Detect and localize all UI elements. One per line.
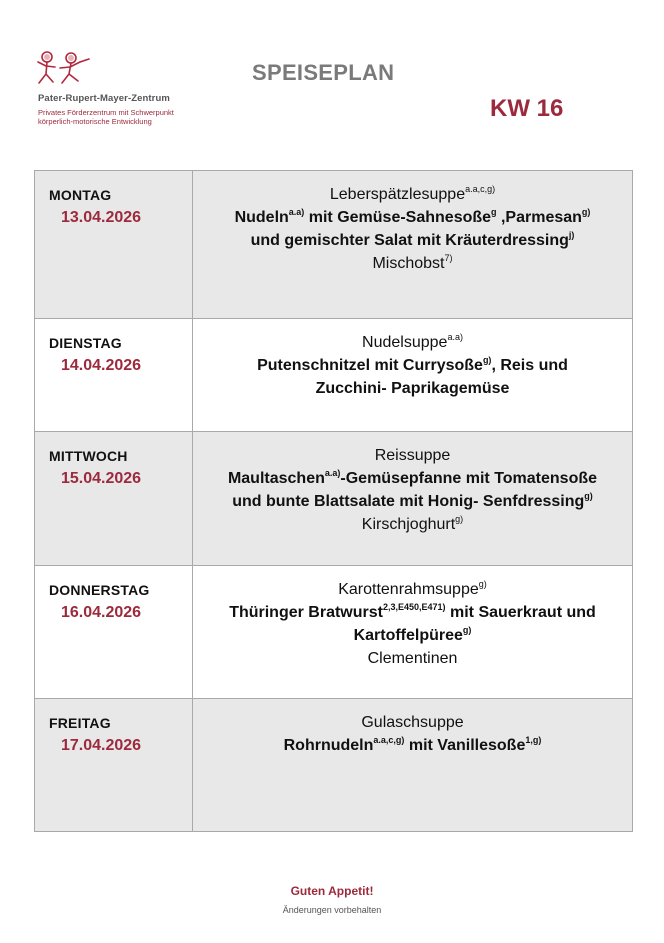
day-date: 16.04.2026 — [61, 604, 142, 621]
menu-line-main: Putenschnitzel mit Currysoße$^{g)}$, Reis und — [257, 355, 568, 374]
organization-subtitle-line-2: körperlich-motorische Entwicklung — [38, 117, 152, 126]
day-date: 15.04.2026 — [61, 470, 142, 487]
menu-row-friday — [35, 699, 633, 832]
organization-name: Pater-Rupert-Mayer-Zentrum — [38, 93, 170, 104]
menu-row-wednesday — [35, 432, 633, 566]
children-playing-logo-icon — [34, 50, 94, 88]
menu-line-main: Thüringer Bratwurst$^{2,3,E450,E471)}$ mit Sauerkraut und — [229, 602, 596, 621]
week-number: KW 16 — [490, 95, 564, 122]
day-cell — [35, 171, 193, 319]
day-name: DIENSTAG — [49, 335, 122, 351]
footer-note: Änderungen vorbehalten — [282, 905, 382, 915]
menu-line-side: Kartoffelpüree$^{g)}$ — [353, 625, 472, 644]
day-name: DONNERSTAG — [49, 582, 150, 598]
menu-line-dessert: Kirschjoghurt$^{g)}$ — [361, 514, 464, 533]
menu-line-dessert: Mischobst$^{7)}$ — [372, 253, 453, 272]
day-date: 17.04.2026 — [61, 737, 142, 754]
menu-line-main: Nudeln$^{a.a)}$ mit Gemüse-Sahnesoße$^g$ ,Parmesan$^{g)}$ — [234, 207, 591, 226]
day-date: 13.04.2026 — [61, 209, 142, 226]
day-name: MITTWOCH — [49, 448, 128, 464]
day-cell — [35, 699, 193, 832]
page-title: SPEISEPLAN — [252, 60, 395, 85]
day-name: MONTAG — [49, 187, 112, 203]
menu-line-soup: Reissuppe — [374, 447, 451, 464]
menu-line-soup: Gulaschsuppe — [361, 714, 464, 731]
menu-row-tuesday — [35, 319, 633, 432]
menu-table — [34, 170, 633, 832]
day-date: 14.04.2026 — [61, 357, 142, 374]
day-name: FREITAG — [49, 715, 111, 731]
menu-line-main: Maultaschen$^{a.a)}$-Gemüsepfanne mit Tomatensoße — [227, 468, 598, 487]
day-cell — [35, 319, 193, 432]
menu-line-side: und gemischter Salat mit Kräuterdressing$^{j)}$ — [250, 230, 575, 249]
menu-cell — [193, 566, 633, 699]
menu-line-side: und bunte Blattsalate mit Honig- Senfdressing$^{g)}$ — [232, 491, 593, 510]
footer-greeting: Guten Appetit! — [290, 884, 374, 898]
menu-line-soup: Karottenrahmsuppe$^{g)}$ — [338, 579, 487, 598]
menu-line-dessert: Clementinen — [367, 650, 458, 667]
menu-line-soup: Nudelsuppe$^{a.a)}$ — [362, 332, 463, 351]
menu-cell — [193, 432, 633, 566]
day-cell — [35, 432, 193, 566]
menu-cell — [193, 319, 633, 432]
menu-row-thursday — [35, 566, 633, 699]
organization-subtitle-line-1: Privates Förderzentrum mit Schwerpunkt — [38, 108, 174, 117]
menu-row-monday — [35, 171, 633, 319]
day-cell — [35, 566, 193, 699]
menu-line-soup: Leberspätzlesuppe$^{a.a,c,g)}$ — [329, 184, 496, 203]
menu-cell — [193, 171, 633, 319]
menu-line-main: Rohrnudeln$^{a.a,c,g)}$ mit Vanillesoße$^{1,g)}$ — [283, 735, 542, 754]
menu-line-side: Zucchini- Paprikagemüse — [315, 380, 510, 397]
menu-cell — [193, 699, 633, 832]
